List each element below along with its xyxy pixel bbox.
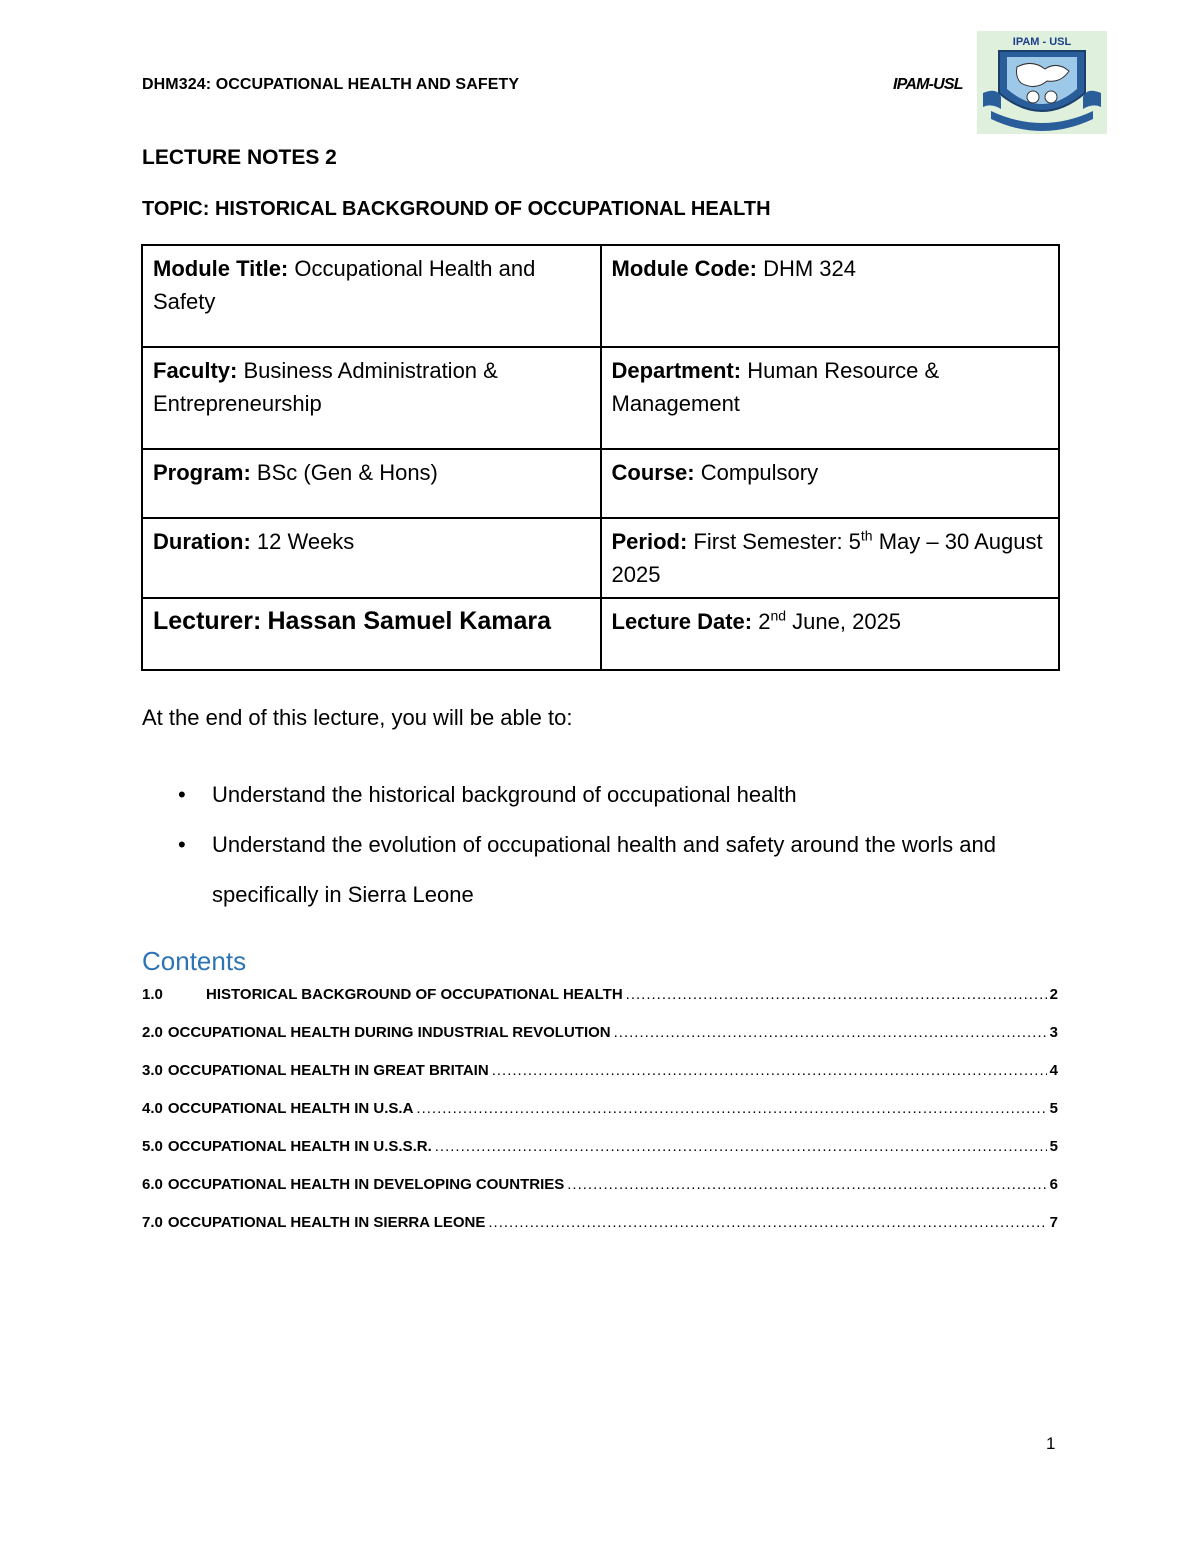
period-cell (601, 518, 1060, 598)
toc-entry-number: 6.0 (142, 1176, 163, 1193)
department-cell (601, 347, 1060, 449)
department-value: Human Resource & Management (611, 358, 940, 416)
faculty-cell (142, 347, 601, 449)
duration-label: Duration: (153, 529, 251, 554)
objective-item (142, 820, 1062, 920)
intro-text: At the end of this lecture, you will be able to: (142, 705, 573, 730)
objective-item (142, 770, 1062, 820)
lecture-notes-heading: LECTURE NOTES 2 (142, 146, 337, 169)
toc-leader-dots (614, 1024, 1047, 1041)
toc-entry-page: 4 (1049, 1062, 1058, 1079)
toc-entry[interactable] (142, 986, 1058, 1024)
logo-text: IPAM - USL (1012, 36, 1072, 48)
toc-entry-number: 4.0 (142, 1100, 163, 1117)
toc-heading: Contents (142, 946, 247, 976)
course-label: Course: (611, 460, 695, 485)
topic-heading: TOPIC: HISTORICAL BACKGROUND OF OCCUPATIONAL HEALTH (142, 198, 771, 220)
lecture-date-prefix: 2 (758, 609, 771, 634)
toc-entry[interactable] (142, 1062, 1058, 1100)
lecture-date-superscript: nd (770, 607, 787, 624)
toc-entry-number: 2.0 (142, 1024, 163, 1041)
toc-entry-title: OCCUPATIONAL HEALTH DURING INDUSTRIAL REVOLUTION (167, 1024, 611, 1041)
toc-entry-title: OCCUPATIONAL HEALTH IN U.S.S.R. (167, 1138, 432, 1155)
page-number: 1 (1046, 1434, 1056, 1453)
toc-entry-page: 7 (1049, 1214, 1058, 1231)
toc-entry-page: 3 (1049, 1024, 1058, 1041)
department-label: Department: (611, 358, 742, 383)
objective-text: Understand the historical background of occupational health (212, 782, 797, 807)
module-code-cell (601, 245, 1060, 347)
lecture-date-label: Lecture Date: (611, 609, 753, 634)
toc-entry-title: OCCUPATIONAL HEALTH IN SIERRA LEONE (167, 1214, 486, 1231)
duration-cell (142, 518, 601, 598)
toc-entry[interactable] (142, 1176, 1058, 1214)
toc-entry-title: OCCUPATIONAL HEALTH IN DEVELOPING COUNTRIES (167, 1176, 565, 1193)
toc-entry-page: 6 (1049, 1176, 1058, 1193)
toc-leader-dots (488, 1214, 1046, 1231)
objectives-list (142, 770, 1062, 920)
toc-entry-page: 5 (1049, 1100, 1058, 1117)
module-title-label: Module Title: (153, 256, 289, 281)
lecturer-value: Hassan Samuel Kamara (267, 607, 551, 635)
toc-entry-page: 5 (1049, 1138, 1058, 1155)
module-code-label: Module Code: (611, 256, 757, 281)
faculty-value: Business Administration & Entrepreneurship (153, 358, 498, 416)
lecturer-cell (142, 598, 601, 670)
toc-entry-title: HISTORICAL BACKGROUND OF OCCUPATIONAL HEALTH (206, 986, 623, 1003)
faculty-label: Faculty: (153, 358, 238, 383)
toc-entry[interactable] (142, 1214, 1058, 1252)
toc-leader-dots (416, 1100, 1046, 1117)
period-suffix: May – 30 August 2025 (611, 529, 1043, 587)
module-title-cell (142, 245, 601, 347)
toc-entry-number: 5.0 (142, 1138, 163, 1155)
duration-value: 12 Weeks (256, 529, 355, 554)
toc-leader-dots (626, 986, 1047, 1003)
course-value: Compulsory (700, 460, 819, 485)
period-label: Period: (611, 529, 688, 554)
bullet-icon: • (178, 782, 186, 807)
toc-entry-number: 7.0 (142, 1214, 163, 1231)
toc-leader-dots (492, 1062, 1047, 1079)
toc-entry[interactable] (142, 1138, 1058, 1176)
toc-entry[interactable] (142, 1100, 1058, 1138)
course-cell (601, 449, 1060, 518)
header-organization: IPAM-USL (893, 76, 963, 93)
program-label: Program: (153, 460, 251, 485)
lecturer-label: Lecturer: (153, 607, 262, 635)
program-cell (142, 449, 601, 518)
lecture-date-suffix: June, 2025 (792, 609, 902, 634)
header-course-title: DHM324: OCCUPATIONAL HEALTH AND SAFETY (142, 76, 520, 93)
toc-entry-page: 2 (1049, 986, 1058, 1003)
period-superscript: th (860, 527, 873, 544)
toc-entry-number: 3.0 (142, 1062, 163, 1079)
toc-entry[interactable] (142, 1024, 1058, 1062)
ipam-usl-logo (977, 31, 1107, 134)
module-code-value: DHM 324 (763, 256, 856, 281)
toc-leader-dots (567, 1176, 1046, 1193)
lecture-date-cell (601, 598, 1060, 670)
toc-entry-title: OCCUPATIONAL HEALTH IN GREAT BRITAIN (167, 1062, 489, 1079)
toc-entry-number: 1.0 (142, 986, 163, 1003)
module-info-table (141, 244, 1060, 671)
period-prefix: First Semester: 5 (693, 529, 861, 554)
table-of-contents (142, 986, 1058, 1252)
toc-leader-dots (435, 1138, 1047, 1155)
module-title-value: Occupational Health and Safety (153, 256, 536, 314)
program-value: BSc (Gen & Hons) (256, 460, 438, 485)
toc-entry-title: OCCUPATIONAL HEALTH IN U.S.A (167, 1100, 414, 1117)
objective-text: Understand the evolution of occupational health and safety around the worls and specifically in Sierra Leone (212, 832, 996, 907)
bullet-icon: • (178, 832, 186, 857)
